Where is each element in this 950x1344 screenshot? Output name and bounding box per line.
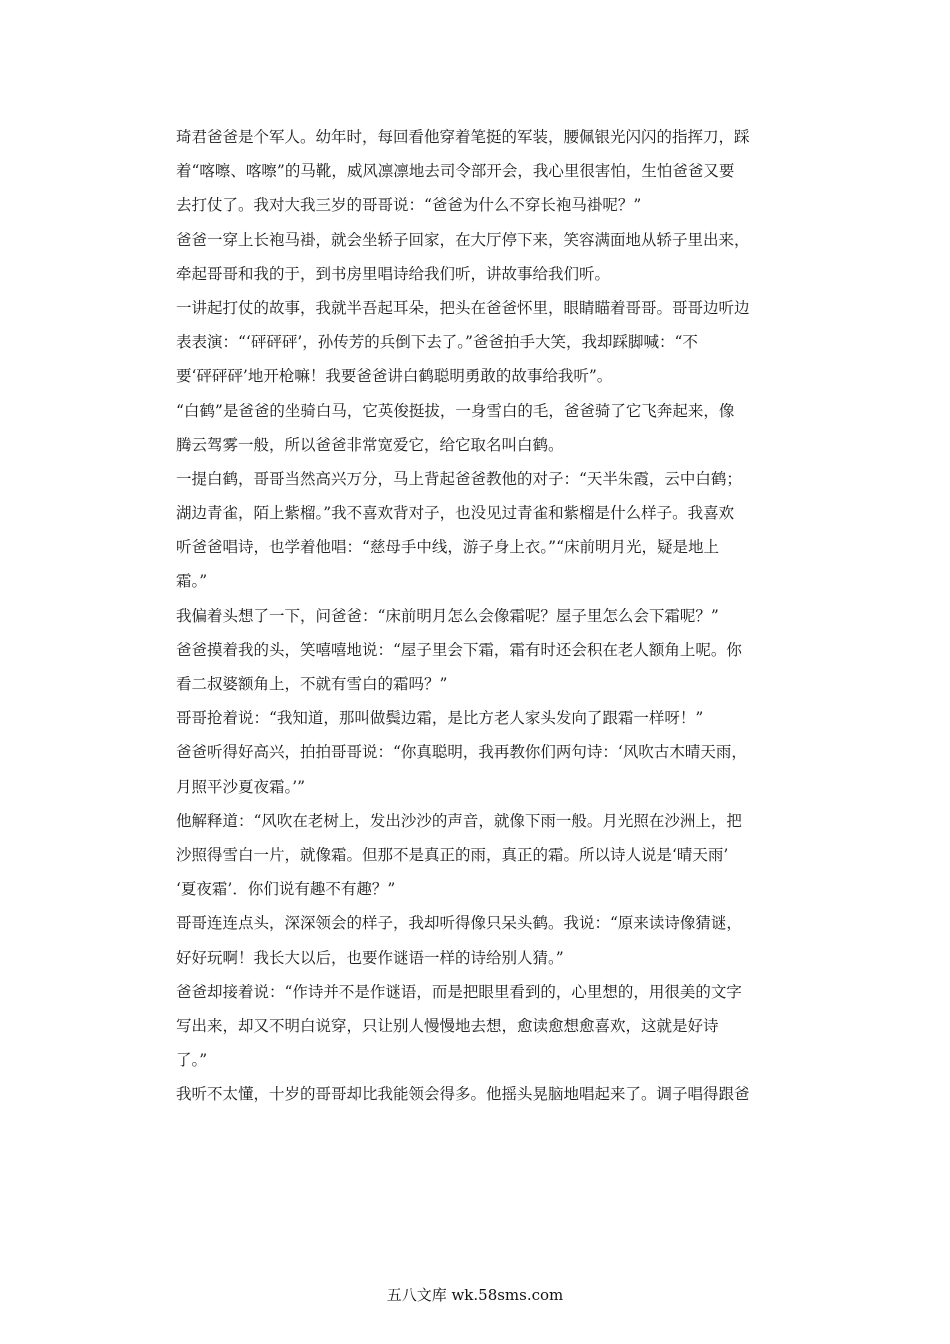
text-line: 听爸爸唱诗，也学着他唱：“慈母手中线，游子身上衣。”“床前明月光，疑是地上 [176,538,720,557]
text-line: 一提白鹤，哥哥当然高兴万分，马上背起爸爸教他的对子：“天半朱霞，云中白鹤； [176,469,742,488]
article-body [176,120,816,1111]
text-line: 湖边青雀，陌上紫榴。”我不喜欢背对子，也没见过青雀和紫榴是什么样子。我喜欢 [176,504,735,523]
text-line: 了。” [176,1051,208,1070]
text-line: 看二叔婆额角上，不就有雪白的霜吗？” [176,675,448,693]
text-line: 表表演：“‘砰砰砰’，孙传芳的兵倒下去了。”爸爸拍手大笑，我却踩脚喊：“不 [176,333,698,352]
text-line: 去打仗了。我对大我三岁的哥哥说：“爸爸为什么不穿长袍马褂呢？” [176,196,642,215]
text-line: 月照平沙夏夜霜。’” [176,777,306,796]
text-line: 我偏着头想了一下，问爸爸：“床前明月怎么会像霜呢？屋子里怎么会下霜呢？” [176,606,719,625]
text-line: 着“喀嚓、喀嚓”的马靴，威风凛凛地去司令部开会，我心里很害怕，生怕爸爸又要 [176,162,735,181]
text-line: ‘夏夜霜’．你们说有趣不有趣？” [176,880,396,899]
text-line: 我听不太懂，十岁的哥哥却比我能领会得多。他摇头晃脑地唱起来了。调子唱得跟爸 [176,1085,750,1104]
text-line: 爸爸听得好高兴，拍拍哥哥说：“你真聪明，我再教你们两句诗：‘风吹古木晴天雨， [176,743,747,762]
text-line: 要‘砰砰砰’地开枪嘛！我要爸爸讲白鹤聪明勇敢的故事给我听”。 [176,367,613,386]
text-line: 牵起哥哥和我的于，到书房里唱诗给我们听，讲故事给我们听。 [176,264,611,283]
text-line: 哥哥抢着说：“我知道，那叫做鬓边霜，是比方老人家头发向了跟霜一样呀！” [176,709,704,728]
text-line: 哥哥连连点头，深深领会的样子，我却听得像只呆头鹤。我说：“原来读诗像猜谜， [176,914,742,933]
text-line: 爸爸却接着说：“作诗并不是作谜语，而是把眼里看到的，心里想的，用很美的文字 [176,982,742,1001]
text-line: 他解释道：“风吹在老树上，发出沙沙的声音，就像下雨一般。月光照在沙洲上，把 [176,811,742,830]
text-line: 爸爸摸着我的头，笑嘻嘻地说：“屋子里会下霜，霜有时还会积在老人额角上呢。你 [176,640,742,659]
text-line: 霜。” [176,572,208,591]
footer-watermark: 五八文库 wk.58sms.com [386,1286,564,1304]
text-line: 一讲起打仗的故事，我就半吾起耳朵，把头在爸爸怀里，眼睛瞄着哥哥。哥哥边听边 [176,298,750,317]
text-line: “白鹤”是爸爸的坐骑白马，它英俊挺拔，一身雪白的毛，爸爸骑了它飞奔起来，像 [176,401,735,420]
text-line: 写出来，却又不明白说穿，只让别人慢慢地去想，愈读愈想愈喜欢，这就是好诗 [176,1016,719,1035]
text-line: 好好玩啊！我长大以后，也要作谜语一样的诗给别人猜。” [176,948,564,967]
text-line: 爸爸一穿上长袍马褂，就会坐轿子回家，在大厅停下来，笑容满面地从轿子里出来， [176,230,750,249]
text-line: 腾云驾雾一般，所以爸爸非常宽爱它，给它取名叫白鹤。 [176,435,564,454]
text-line: 琦君爸爸是个军人。幼年时，每回看他穿着笔挺的军装，腰佩银光闪闪的指挥刀，踩 [176,128,750,146]
text-line: 沙照得雪白一片，就像霜。但那不是真正的雨，真正的霜。所以诗人说是‘晴天雨’ [176,845,729,864]
